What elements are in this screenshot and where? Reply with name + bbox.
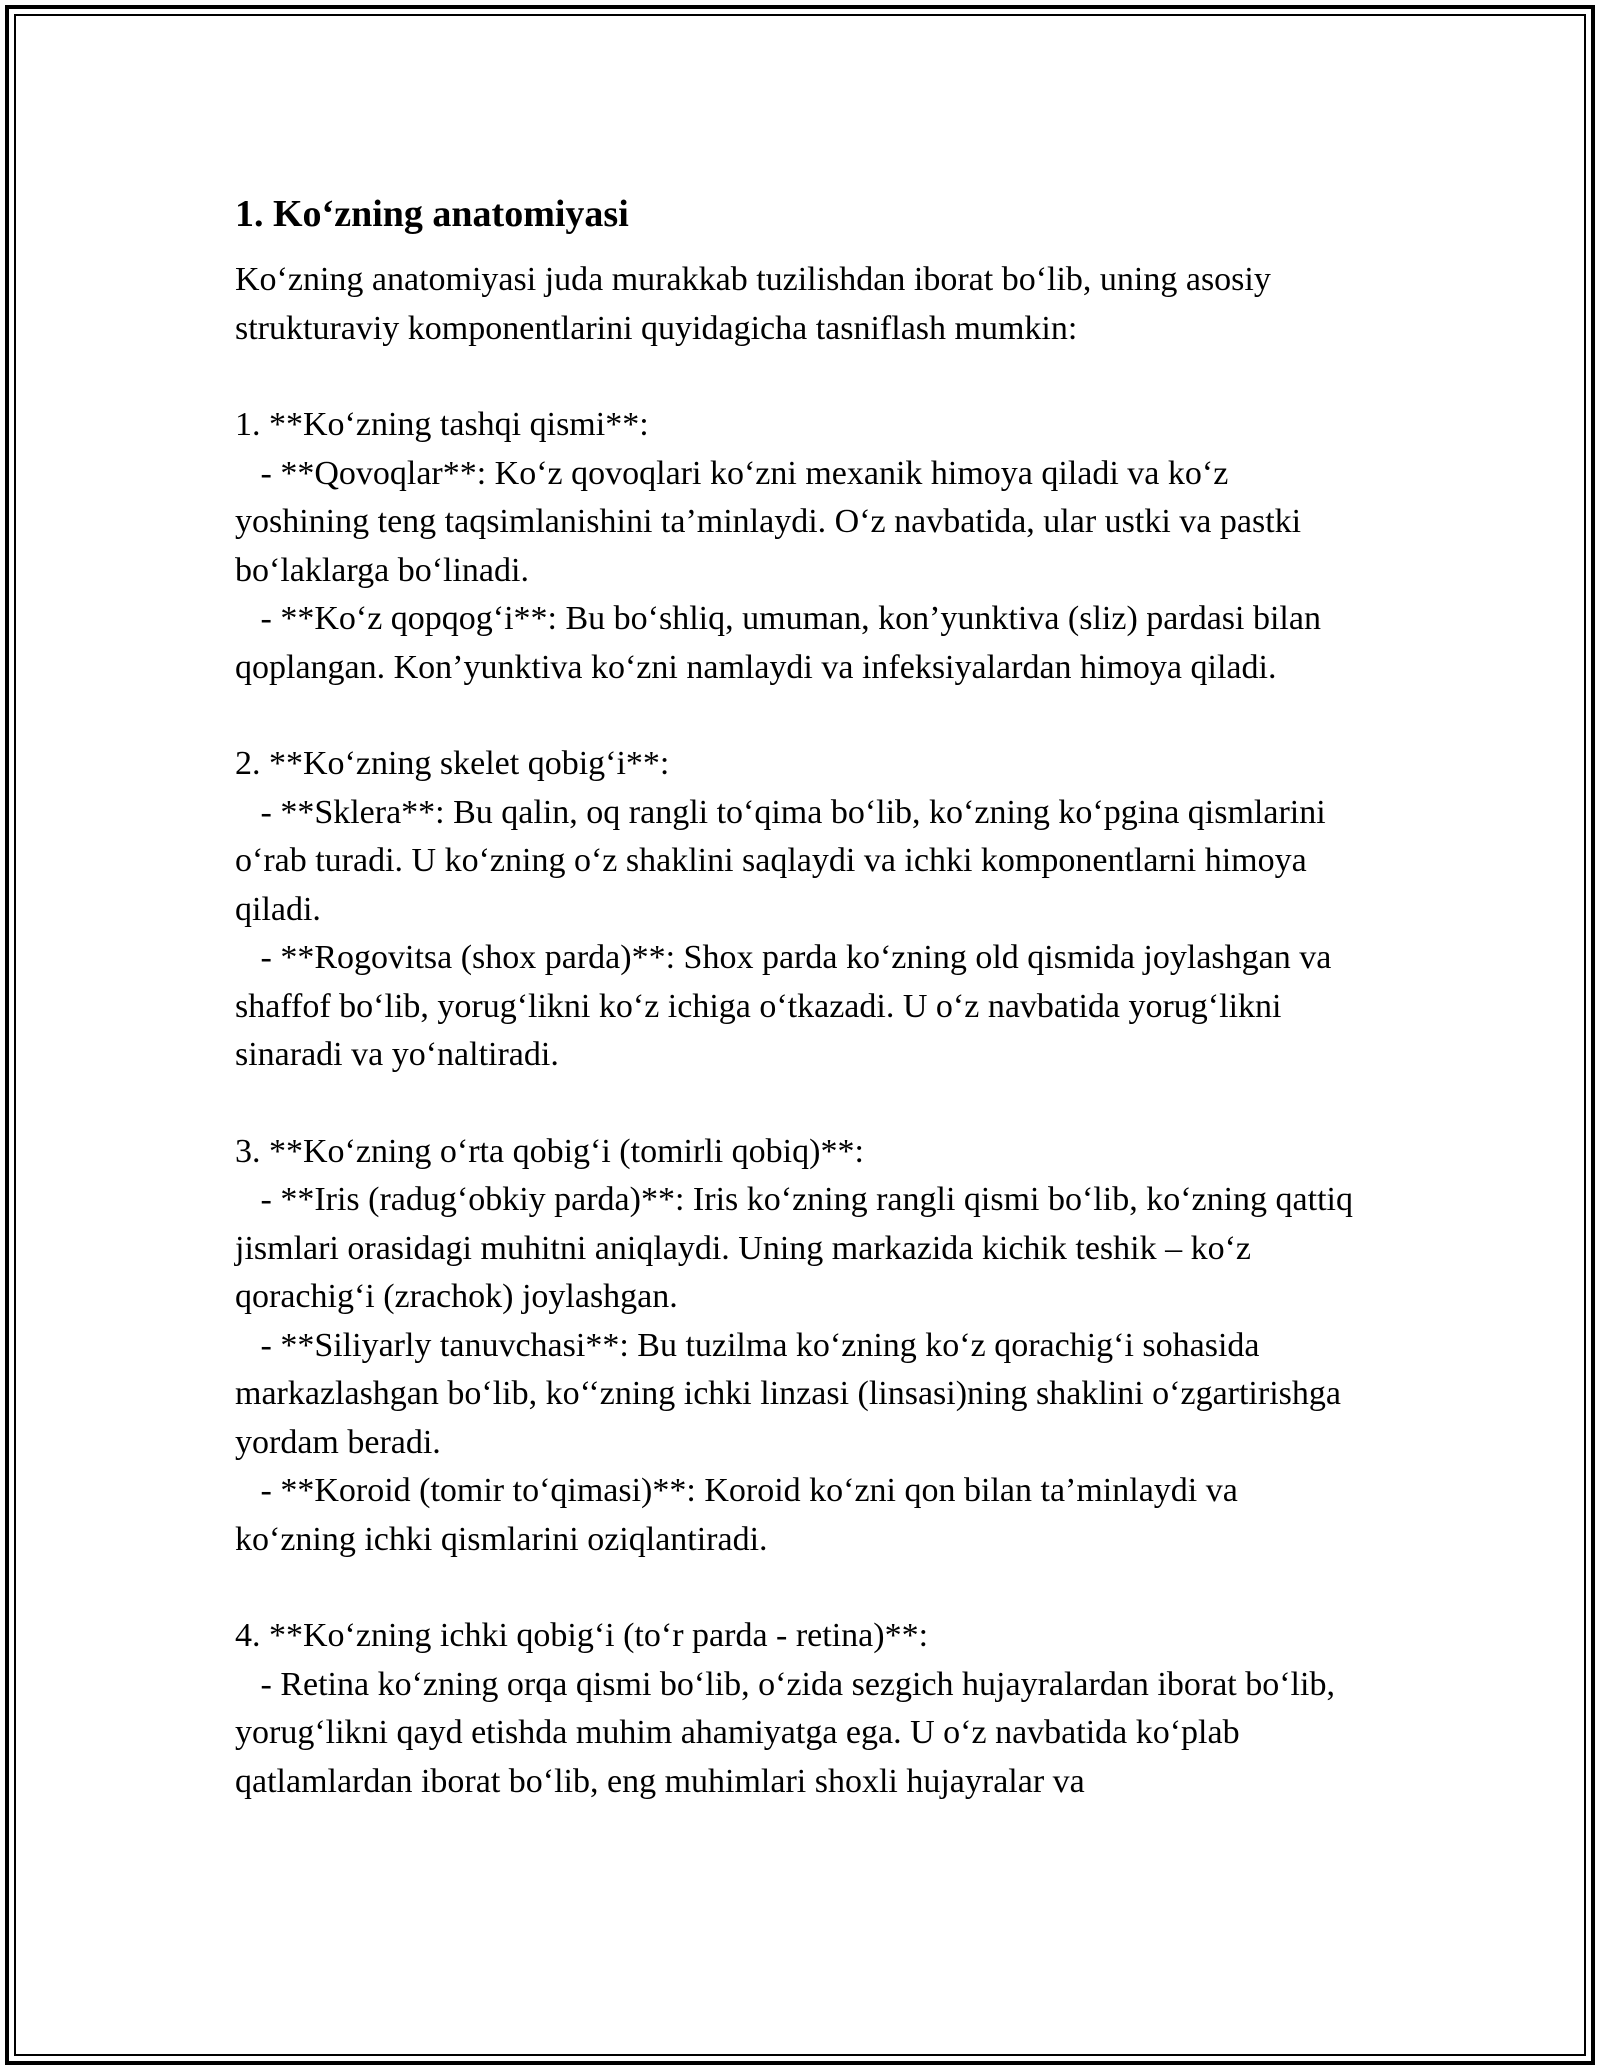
- document-body: [235, 186, 1365, 1806]
- section-inner-layer: [235, 1612, 1365, 1806]
- intro-paragraph: Ko‘zning anatomiyasi juda murakkab tuzilishdan iborat bo‘lib, uning asosiy strukturaviy komponentlarini quyidagicha tasniflash mumkin:: [235, 261, 1271, 347]
- section-title: 1. **Ko‘zning tashqi qismi**:: [235, 406, 649, 443]
- list-item: - Retina ko‘zning orqa qismi bo‘lib, o‘zida sezgich hujayralardan iborat bo‘lib, yorug‘likni qayd etishda muhim ahamiyatga ega. U o‘z navbatida ko‘plab qatlamlardan iborat bo‘lib, eng muhimlari shoxli hujayralar va: [235, 1665, 1344, 1800]
- section-skeletal-layer: [235, 740, 1365, 1080]
- section-middle-layer: [235, 1128, 1365, 1565]
- list-item: - **Qovoqlar**: Ko‘z qovoqlari ko‘zni mexanik himoya qiladi va ko‘z yoshining teng taqsimlanishini ta’minlaydi. O‘z navbatida, ular ustki va pastki bo‘laklarga bo‘linadi.: [235, 454, 1310, 589]
- section-title: 4. **Ko‘zning ichki qobig‘i (to‘r parda - retina)**:: [235, 1617, 929, 1654]
- section-title: 2. **Ko‘zning skelet qobig‘i**:: [235, 745, 670, 782]
- section-title: 3. **Ko‘zning o‘rta qobig‘i (tomirli qobiq)**:: [235, 1132, 864, 1170]
- list-item: - **Rogovitsa (shox parda)**: Shox parda ko‘zning old qismida joylashgan va shaffof bo‘lib, yorug‘likni ko‘z ichiga o‘tkazadi. U o‘z navbatida yorug‘likni sinaradi va yo‘naltiradi.: [235, 939, 1340, 1073]
- list-item: - **Sklera**: Bu qalin, oq rangli to‘qima bo‘lib, ko‘zning ko‘pgina qismlarini o‘rab turadi. U ko‘zning o‘z shaklini saqlaydi va ichki komponentlarni himoya qiladi.: [235, 793, 1335, 928]
- page-title: 1. Ko‘zning anatomiyasi: [235, 193, 629, 235]
- list-item: - **Koroid (tomir to‘qimasi)**: Koroid ko‘zni qon bilan ta’minlaydi va ko‘zning ichki qismlarini oziqlantiradi.: [235, 1472, 1247, 1558]
- section-outer-part: [235, 401, 1365, 692]
- list-item: - **Iris (radug‘obkiy parda)**: Iris ko‘zning rangli qismi bo‘lib, ko‘zning qattiq jismlari orasidagi muhitni aniqlaydi. Uning markazida kichik teshik – ko‘z qorachig‘i (zrachok) joylashgan.: [235, 1181, 1362, 1315]
- list-item: - **Siliyarly tanuvchasi**: Bu tuzilma ko‘zning ko‘z qorachig‘i sohasida markazlashgan bo‘lib, ko‘‘zning ichki linzasi (linsasi)ning shaklini o‘zgartirishga yordam beradi.: [235, 1326, 1350, 1461]
- list-item: - **Ko‘z qopqog‘i**: Bu bo‘shliq, umuman, kon’yunktiva (sliz) pardasi bilan qoplangan. Kon’yunktiva ko‘zni namlaydi va infeksiyalardan himoya qiladi.: [235, 600, 1330, 686]
